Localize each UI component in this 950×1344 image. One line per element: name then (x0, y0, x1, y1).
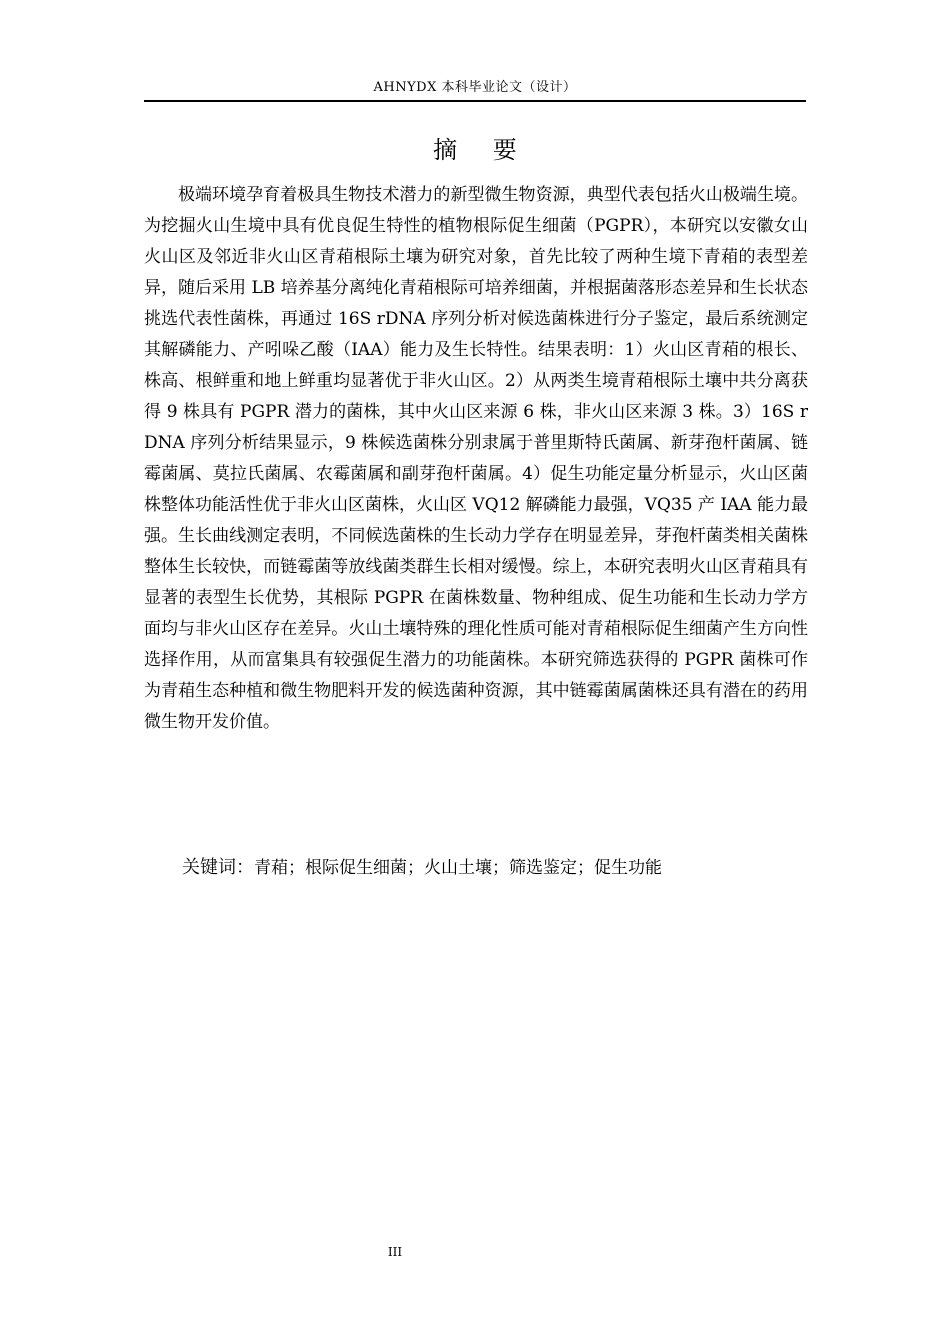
abstract-body: 极端环境孕育着极具生物技术潜力的新型微生物资源，典型代表包括火山极端生境。为挖掘火山生境中具有优良促生特性的植物根际促生细菌（PGPR），本研究以安徽女山火山区及邻近非火山区青葙根际土壤为研究对象，首先比较了两种生境下青葙的表型差异，随后采用 LB 培养基分离纯化青葙根际可培养细菌，并根据菌落形态差异和生长状态挑选代表性菌株，再通过 16S rDNA 序列分析对候选菌株进行分子鉴定，最后系统测定其解磷能力、产吲哚乙酸（IAA）能力及生长特性。结果表明：1）火山区青葙的根长、株高、根鲜重和地上鲜重均显著优于非火山区。2）从两类生境青葙根际土壤中共分离获得 9 株具有 PGPR 潜力的菌株，其中火山区来源 6 株，非火山区来源 3 株。3）16S rDNA 序列分析结果显示，9 株候选菌株分别隶属于普里斯特氏菌属、新芽孢杆菌属、链霉菌属、莫拉氏菌属、农霉菌属和副芽孢杆菌属。4）促生功能定量分析显示，火山区菌株整体功能活性优于非火山区菌株，火山区 VQ12 解磷能力最强，VQ35 产 IAA 能力最强。生长曲线测定表明，不同候选菌株的生长动力学存在明显差异，芽孢杆菌类相关菌株整体生长较快，而链霉菌等放线菌类群生长相对缓慢。综上，本研究表明火山区青葙具有显著的表型生长优势，其根际 PGPR 在菌株数量、物种组成、促生功能和生长动力学方面均与非火山区存在差异。火山土壤特殊的理化性质可能对青葙根际促生细菌产生方向性选择作用，从而富集具有较强促生潜力的功能菌株。本研究筛选获得的 PGPR 菌株可作为青葙生态种植和微生物肥料开发的候选菌种资源，其中链霉菌属菌株还具有潜在的药用微生物开发价值。 (144, 185, 808, 732)
header-rule (144, 100, 806, 102)
page-number: III (387, 1245, 403, 1259)
keywords-text: 青葙；根际促生细菌；火山土壤；筛选鉴定；促生功能 (254, 858, 662, 878)
keywords-label: 关键词： (182, 857, 254, 878)
running-header: AHNYDX 本科毕业论文（设计） (373, 80, 577, 95)
keywords-line (182, 852, 806, 884)
abstract-title: 摘 要 (433, 136, 531, 164)
